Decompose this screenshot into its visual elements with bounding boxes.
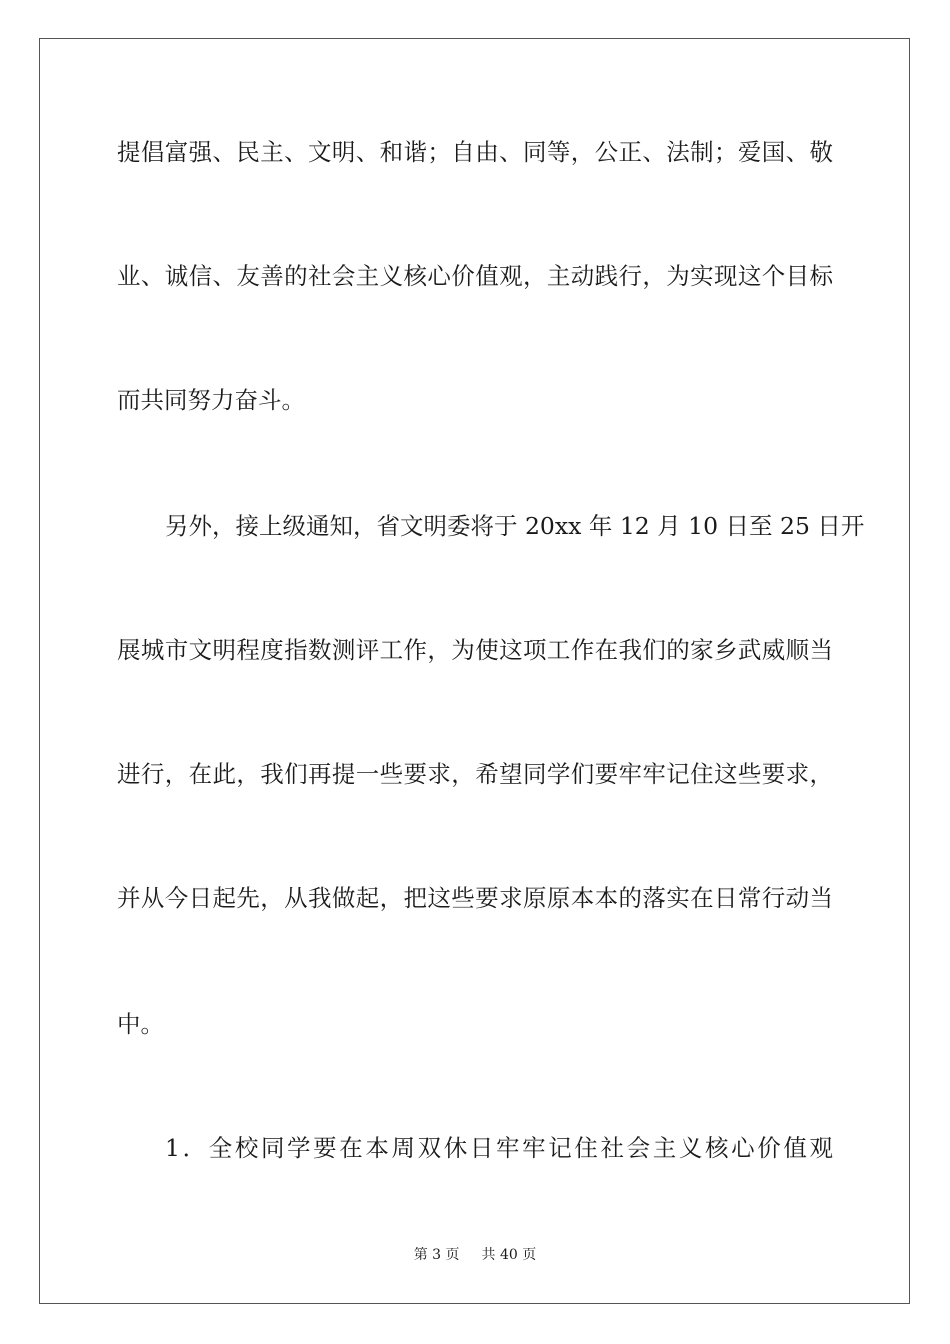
list-item-1: 1．全校同学要在本周双休日牢牢记住社会主义核心价值观 xyxy=(165,1134,833,1162)
paragraph-line-2: 业、诚信、友善的社会主义核心价值观，主动践行，为实现这个目标 xyxy=(117,262,833,290)
paragraph-line-6: 进行，在此，我们再提一些要求，希望同学们要牢牢记住这些要求， xyxy=(117,760,833,788)
paragraph-line-5: 展城市文明程度指数测评工作，为使这项工作在我们的家乡武威顺当 xyxy=(117,636,833,664)
paragraph-line-4: 另外，接上级通知，省文明委将于 20xx 年 12 月 10 日至 25 日开 xyxy=(165,512,865,540)
page-border xyxy=(39,38,910,1304)
paragraph-line-8: 中。 xyxy=(117,1010,164,1038)
page-number: 第 3 页 xyxy=(413,1247,460,1263)
page-total: 共 40 页 xyxy=(481,1247,537,1263)
page-footer xyxy=(0,1246,950,1264)
paragraph-line-1: 提倡富强、民主、文明、和谐；自由、同等，公正、法制；爱国、敬 xyxy=(117,138,833,166)
paragraph-line-3: 而共同努力奋斗。 xyxy=(117,386,305,414)
paragraph-line-7: 并从今日起先，从我做起，把这些要求原原本本的落实在日常行动当 xyxy=(117,884,833,912)
